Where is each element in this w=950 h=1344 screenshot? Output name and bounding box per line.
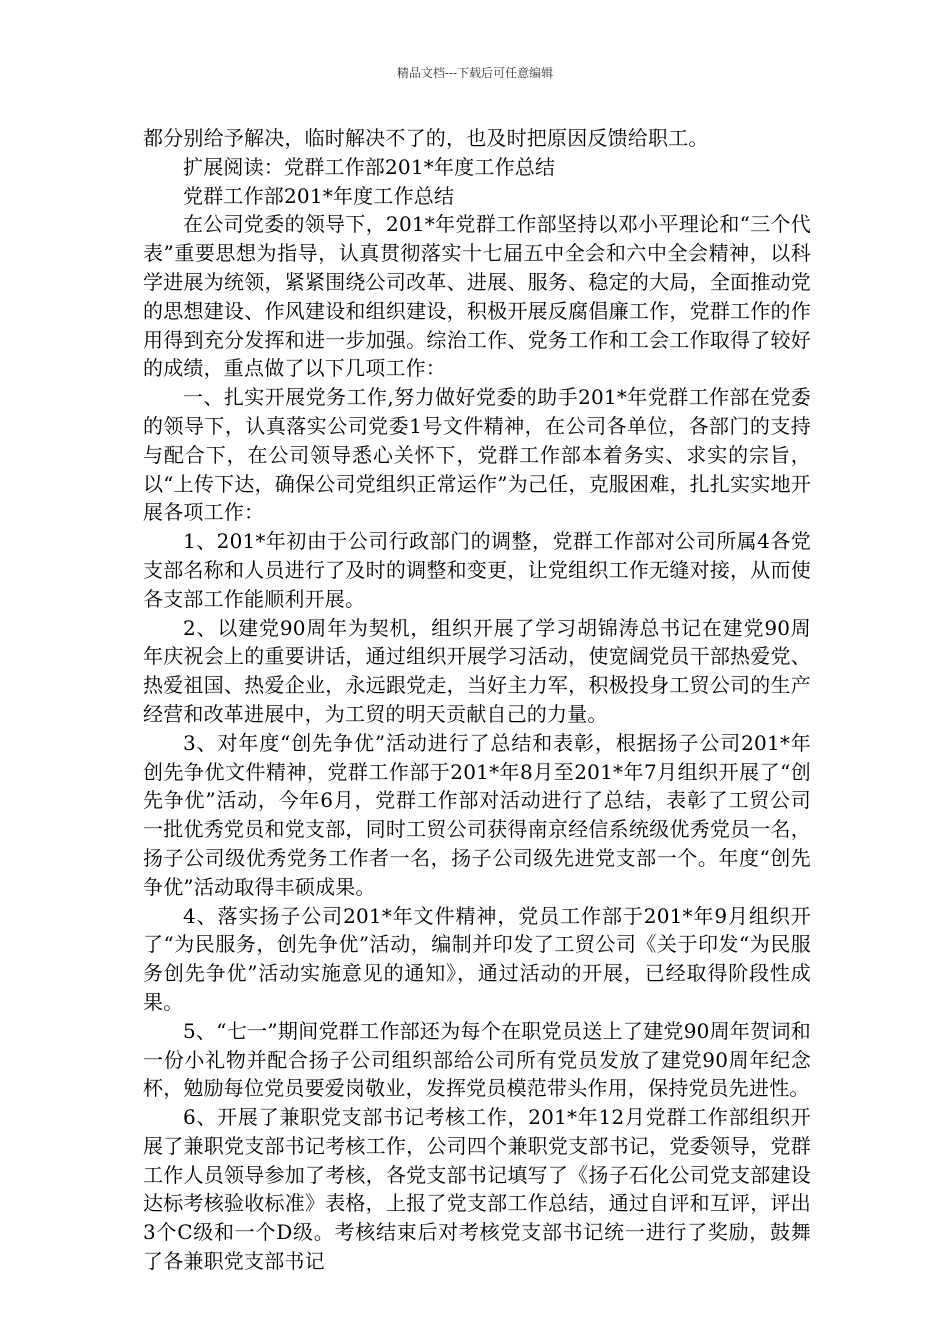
document-title: 党群工作部201*年度工作总结 — [183, 183, 455, 208]
paragraph-intro: 在公司党委的领导下，201*年党群工作部坚持以邓小平理论和“三个代表”重要思想为指导，认真贯彻落实十七届五中全会和六中全会精神，以科学进展为统领，紧紧围绕公司改革、进展、服务、稳定的大局，全面推动党的思想建设、作风建设和组织建设，积极开展反腐倡廉工作，党群工作的作用得到充分发挥和进一步加强。综治工作、党务工作和工会工作取得了较好的成绩，重点做了以下几项工作： — [143, 212, 811, 381]
paragraph-item-2: 2、以建党90周年为契机，组织开展了学习胡锦涛总书记在建党90周年庆祝会上的重要讲话，通过组织开展学习活动，使宽阔党员干部热爱党、热爱祖国、热爱企业，永远跟党走，当好主力军，积极投身工贸公司的生产经营和改革进展中，为工贸的明天贡献自己的力量。 — [143, 615, 811, 726]
paragraph-item-4: 4、落实扬子公司201*年文件精神，党员工作部于201*年9月组织开了“为民服务，创先争优”活动，编制并印发了工贸公司《关于印发“为民服务创先争优”活动实施意见的通知》，通过活动的开展，已经取得阶段性成果。 — [143, 903, 811, 1014]
paragraph-item-5: 5、“七一”期间党群工作部还为每个在职党员送上了建党90周年贺词和一份小礼物并配合扬子公司组织部给公司所有党员发放了建党90周年纪念杯，勉励每位党员要爱岗敬业，发挥党员模范带头作用，保持党员先进性。 — [143, 1018, 811, 1101]
extended-reading-title: 扩展阅读：党群工作部201*年度工作总结 — [183, 154, 556, 179]
document-body — [143, 124, 811, 1276]
paragraph-section-one: 一、扎实开展党务工作,努力做好党委的助手201*年党群工作部在党委的领导下，认真落实公司党委1号文件精神，在公司各单位，各部门的支持与配合下，在公司领导悉心关怀下，党群工作部本着务实、求实的宗旨，以“上传下达，确保公司党组织正常运作”为己任，克服困难，扎扎实实地开展各项工作： — [143, 385, 811, 525]
paragraph-continuation: 都分别给予解决，临时解决不了的，也及时把原因反馈给职工。 — [143, 126, 709, 150]
paragraph-item-3: 3、对年度“创先争优”活动进行了总结和表彰，根据扬子公司201*年创先争优文件精神，党群工作部于201*年8月至201*年7月组织开展了“创先争优”活动，今年6月，党群工作部对活动进行了总结，表彰了工贸公司一批优秀党员和党支部，同时工贸公司获得南京经信系统级优秀党员一名，扬子公司级优秀党务工作者一名，扬子公司级先进党支部一个。年度“创先争优”活动取得丰硕成果。 — [143, 730, 811, 899]
paragraph-item-1: 1、201*年初由于公司行政部门的调整，党群工作部对公司所属4各党支部名称和人员进行了及时的调整和变更，让党组织工作无缝对接，从而使各支部工作能顺利开展。 — [143, 529, 811, 611]
page-header: 精品文档---下载后可任意编辑 — [396, 66, 554, 80]
paragraph-item-6: 6、开展了兼职党支部书记考核工作，201*年12月党群工作部组织开展了兼职党支部书记考核工作，公司四个兼职党支部书记，党委领导，党群工作人员领导参加了考核，各党支部书记填写了《扬子石化公司党支部建设达标考核验收标准》表格，上报了党支部工作总结，通过自评和互评，评出3个C级和一个D级。考核结束后对考核党支部书记统一进行了奖励，鼓舞了各兼职党支部书记 — [143, 1105, 811, 1274]
